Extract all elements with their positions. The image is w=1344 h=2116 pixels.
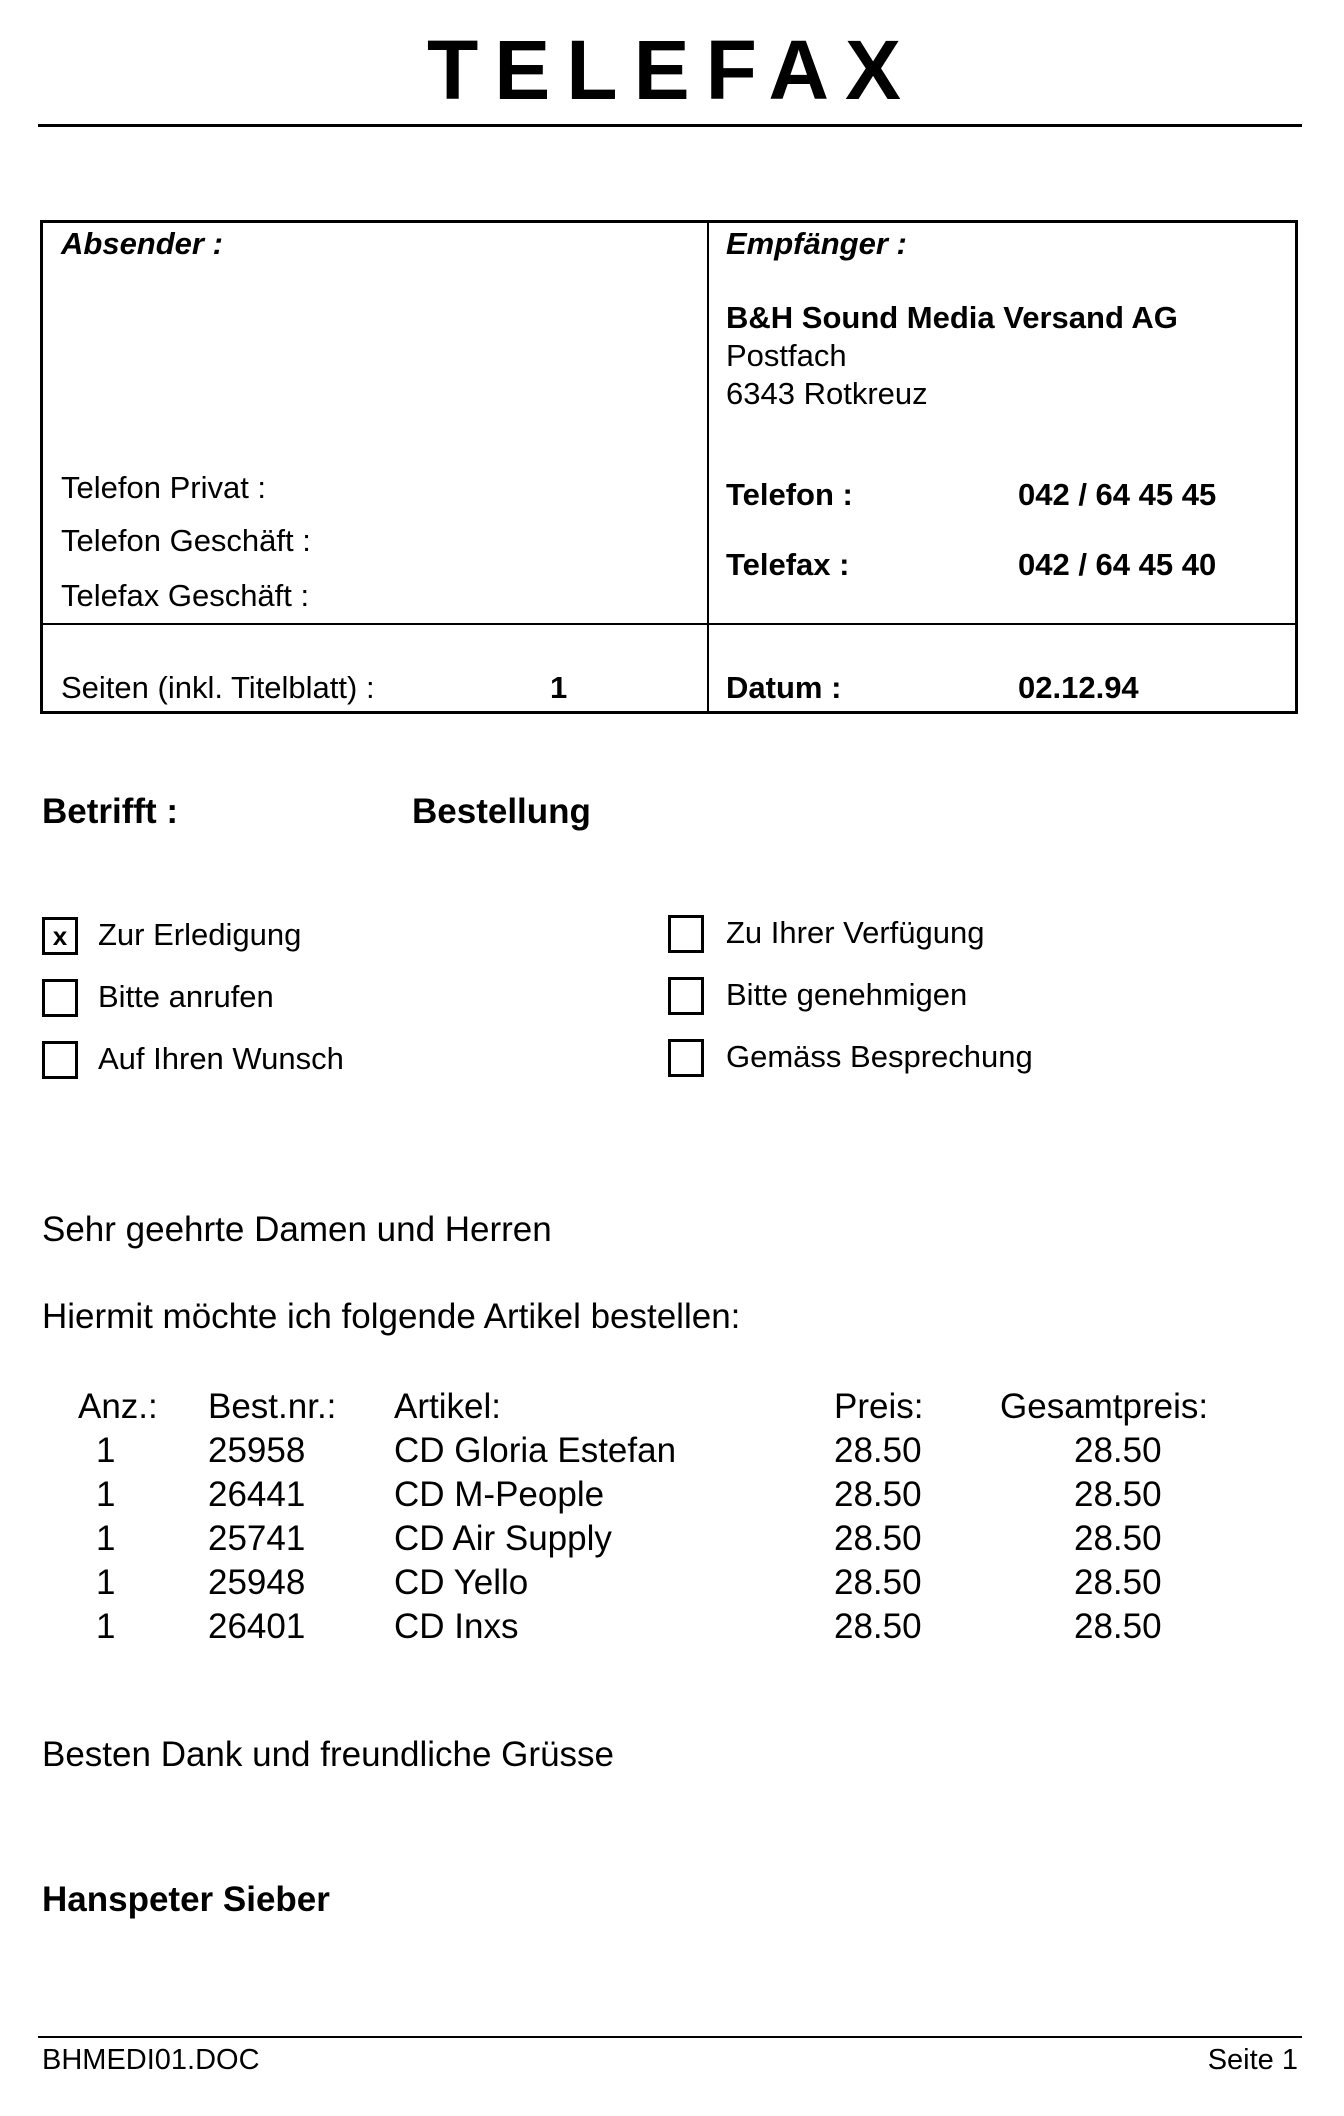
checkbox-auf-ihren-wunsch[interactable] xyxy=(42,1041,78,1079)
checkbox-zu-ihrer-verfuegung[interactable] xyxy=(668,915,704,953)
title-divider xyxy=(38,124,1302,127)
order-cell-article: CD Inxs xyxy=(394,1607,519,1646)
footer-page-number: Seite 1 xyxy=(1207,2044,1298,2076)
sender-label: Absender : xyxy=(61,226,223,261)
order-cell-quantity: 1 xyxy=(96,1475,116,1514)
checkbox-bitte-anrufen[interactable] xyxy=(42,979,78,1017)
order-header-article: Artikel: xyxy=(394,1387,501,1426)
order-cell-quantity: 1 xyxy=(96,1563,116,1602)
checkbox-label: Zur Erledigung xyxy=(98,917,302,952)
order-cell-price: 28.50 xyxy=(834,1475,922,1514)
order-cell-price: 28.50 xyxy=(834,1607,922,1646)
order-header-total: Gesamtpreis: xyxy=(1000,1387,1209,1426)
order-cell-price: 28.50 xyxy=(834,1563,922,1602)
salutation: Sehr geehrte Damen und Herren xyxy=(42,1210,552,1249)
sender-phone-business-label: Telefon Geschäft : xyxy=(61,523,311,558)
subject-value: Bestellung xyxy=(412,792,591,831)
date-value: 02.12.94 xyxy=(1018,670,1139,705)
order-cell-quantity: 1 xyxy=(96,1519,116,1558)
checkbox-label: Bitte anrufen xyxy=(98,979,274,1014)
recipient-phone-label: Telefon : xyxy=(726,477,853,512)
order-cell-total: 28.50 xyxy=(1074,1563,1162,1602)
order-cell-total: 28.50 xyxy=(1074,1519,1162,1558)
signature-name: Hanspeter Sieber xyxy=(42,1880,330,1919)
order-cell-article: CD M-People xyxy=(394,1475,605,1514)
order-header-price: Preis: xyxy=(834,1387,924,1426)
closing-text: Besten Dank und freundliche Grüsse xyxy=(42,1735,614,1774)
order-cell-total: 28.50 xyxy=(1074,1475,1162,1514)
order-cell-quantity: 1 xyxy=(96,1431,116,1470)
header-row-divider xyxy=(43,623,1295,625)
footer-divider xyxy=(38,2036,1302,2038)
checkbox-bitte-genehmigen[interactable] xyxy=(668,977,704,1015)
recipient-label: Empfänger : xyxy=(726,226,907,261)
order-cell-quantity: 1 xyxy=(96,1607,116,1646)
order-cell-total: 28.50 xyxy=(1074,1607,1162,1646)
checkbox-label: Bitte genehmigen xyxy=(726,977,968,1012)
checkbox-label: Auf Ihren Wunsch xyxy=(98,1041,344,1076)
checkbox-label: Gemäss Besprechung xyxy=(726,1039,1033,1074)
order-cell-total: 28.50 xyxy=(1074,1431,1162,1470)
footer-filename: BHMEDI01.DOC xyxy=(42,2044,260,2076)
order-cell-article: CD Yello xyxy=(394,1563,529,1602)
recipient-fax-label: Telefax : xyxy=(726,547,850,582)
order-cell-number: 26401 xyxy=(208,1607,306,1646)
pages-label: Seiten (inkl. Titelblatt) : xyxy=(61,670,375,705)
checkbox-zur-erledigung[interactable]: x xyxy=(42,917,78,955)
sender-fax-business-label: Telefax Geschäft : xyxy=(61,578,310,613)
order-cell-price: 28.50 xyxy=(834,1519,922,1558)
sender-phone-private-label: Telefon Privat : xyxy=(61,470,267,505)
header-box xyxy=(40,220,1298,714)
order-cell-price: 28.50 xyxy=(834,1431,922,1470)
order-cell-number: 25948 xyxy=(208,1563,306,1602)
date-label: Datum : xyxy=(726,670,842,705)
recipient-name: B&H Sound Media Versand AG xyxy=(726,300,1178,335)
order-cell-article: CD Gloria Estefan xyxy=(394,1431,677,1470)
order-cell-number: 25741 xyxy=(208,1519,306,1558)
order-cell-article: CD Air Supply xyxy=(394,1519,612,1558)
recipient-address-line: Postfach xyxy=(726,338,847,373)
order-cell-number: 25958 xyxy=(208,1431,306,1470)
order-header-quantity: Anz.: xyxy=(78,1387,158,1426)
intro-text: Hiermit möchte ich folgende Artikel bestellen: xyxy=(42,1297,741,1336)
page-title: TELEFAX xyxy=(426,23,918,117)
recipient-phone-value: 042 / 64 45 45 xyxy=(1018,477,1217,512)
pages-value: 1 xyxy=(550,670,568,705)
checkbox-label: Zu Ihrer Verfügung xyxy=(726,915,985,950)
header-column-divider xyxy=(707,223,709,711)
recipient-fax-value: 042 / 64 45 40 xyxy=(1018,547,1217,582)
order-cell-number: 26441 xyxy=(208,1475,306,1514)
checkbox-gemaess-besprechung[interactable] xyxy=(668,1039,704,1077)
subject-label: Betrifft : xyxy=(42,792,179,831)
order-header-order-number: Best.nr.: xyxy=(208,1387,337,1426)
recipient-city-line: 6343 Rotkreuz xyxy=(726,376,928,411)
